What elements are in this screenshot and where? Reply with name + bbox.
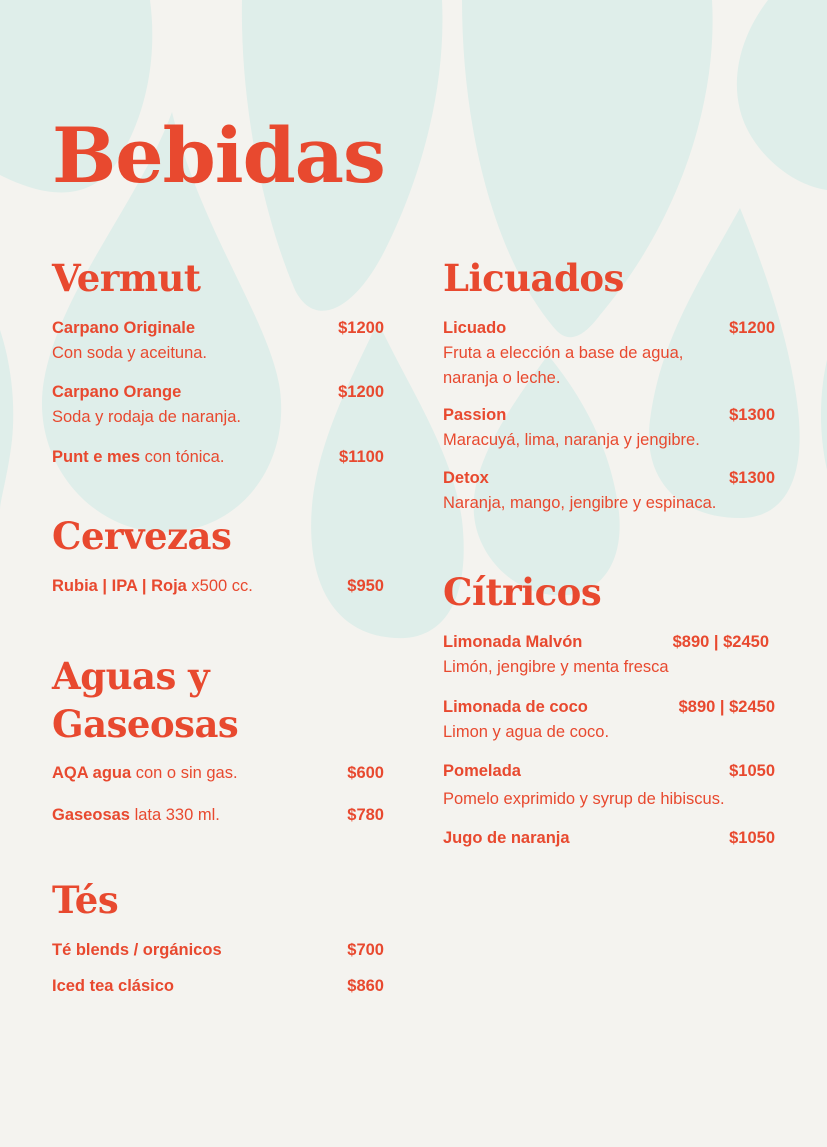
menu-item	[443, 467, 775, 516]
page-title: Bebidas	[52, 111, 385, 200]
item-description: Soda y rodaja de naranja.	[52, 408, 241, 426]
item-name: Iced tea clásico	[52, 977, 174, 995]
menu-item	[52, 317, 384, 366]
item-price: $780	[347, 806, 384, 824]
item-description: Naranja, mango, jengibre y espinaca.	[443, 494, 717, 512]
section-title: Vermut	[52, 256, 201, 300]
item-name: Punt e mes con tónica.	[52, 448, 225, 466]
menu-item	[443, 317, 775, 391]
section-title: Aguas y Gaseosas	[52, 654, 239, 746]
item-price: $1300	[729, 406, 775, 424]
item-price: $1200	[338, 383, 384, 401]
item-price: $1200	[729, 319, 775, 337]
section-tes	[52, 876, 384, 924]
menu-item	[52, 446, 384, 468]
section-aguas-gaseosas	[52, 652, 292, 748]
item-name: Limonada de coco	[443, 698, 588, 716]
item-name: Passion	[443, 406, 507, 424]
menu-item	[52, 804, 384, 826]
item-name: Carpano Originale	[52, 319, 196, 337]
item-name: Gaseosas lata 330 ml.	[52, 806, 220, 824]
section-title: Licuados	[443, 256, 624, 300]
section-vermut	[52, 254, 384, 302]
section-cervezas	[52, 512, 384, 560]
menu-item	[443, 404, 775, 453]
item-name: Jugo de naranja	[443, 829, 570, 847]
menu-item	[52, 762, 384, 784]
item-name: Limonada Malvón	[443, 633, 583, 651]
menu-item	[52, 575, 384, 597]
item-name: Té blends / orgánicos	[52, 941, 222, 959]
item-price: $1300	[729, 469, 775, 487]
item-price: $950	[347, 577, 384, 595]
section-licuados	[443, 254, 775, 302]
item-price: $600	[347, 764, 384, 782]
menu-item	[443, 631, 769, 680]
menu-item	[52, 975, 384, 997]
menu-item	[52, 939, 384, 961]
item-name: Rubia | IPA | Roja x500 cc.	[52, 577, 253, 595]
item-price: $890 | $2450	[672, 633, 769, 651]
section-title: Cervezas	[52, 514, 232, 558]
item-description: Limón, jengibre y menta fresca	[443, 658, 669, 676]
item-price: $1050	[729, 829, 775, 847]
item-price: $1100	[339, 448, 384, 466]
item-description: Fruta a elección a base de agua, naranja o leche.	[443, 344, 684, 387]
item-price: $700	[347, 941, 384, 959]
item-description: Limon y agua de coco.	[443, 723, 610, 741]
menu-item	[443, 696, 775, 745]
item-price: $1050	[729, 762, 775, 780]
item-name: Licuado	[443, 319, 507, 337]
menu-item	[443, 760, 775, 812]
item-price: $890 | $2450	[678, 698, 775, 716]
item-description: Maracuyá, lima, naranja y jengibre.	[443, 431, 700, 449]
item-description: Pomelo exprimido y syrup de hibiscus.	[443, 790, 725, 808]
item-price: $860	[347, 977, 384, 995]
section-title: Tés	[52, 878, 119, 922]
item-name: Pomelada	[443, 762, 521, 780]
item-description: Con soda y aceituna.	[52, 344, 208, 362]
item-name: Carpano Orange	[52, 383, 182, 401]
item-name: AQA agua con o sin gas.	[52, 764, 238, 782]
item-price: $1200	[338, 319, 384, 337]
menu-item	[52, 381, 384, 430]
menu-item	[443, 827, 775, 849]
item-name: Detox	[443, 469, 489, 487]
section-title: Cítricos	[443, 570, 602, 614]
section-citricos	[443, 568, 775, 616]
